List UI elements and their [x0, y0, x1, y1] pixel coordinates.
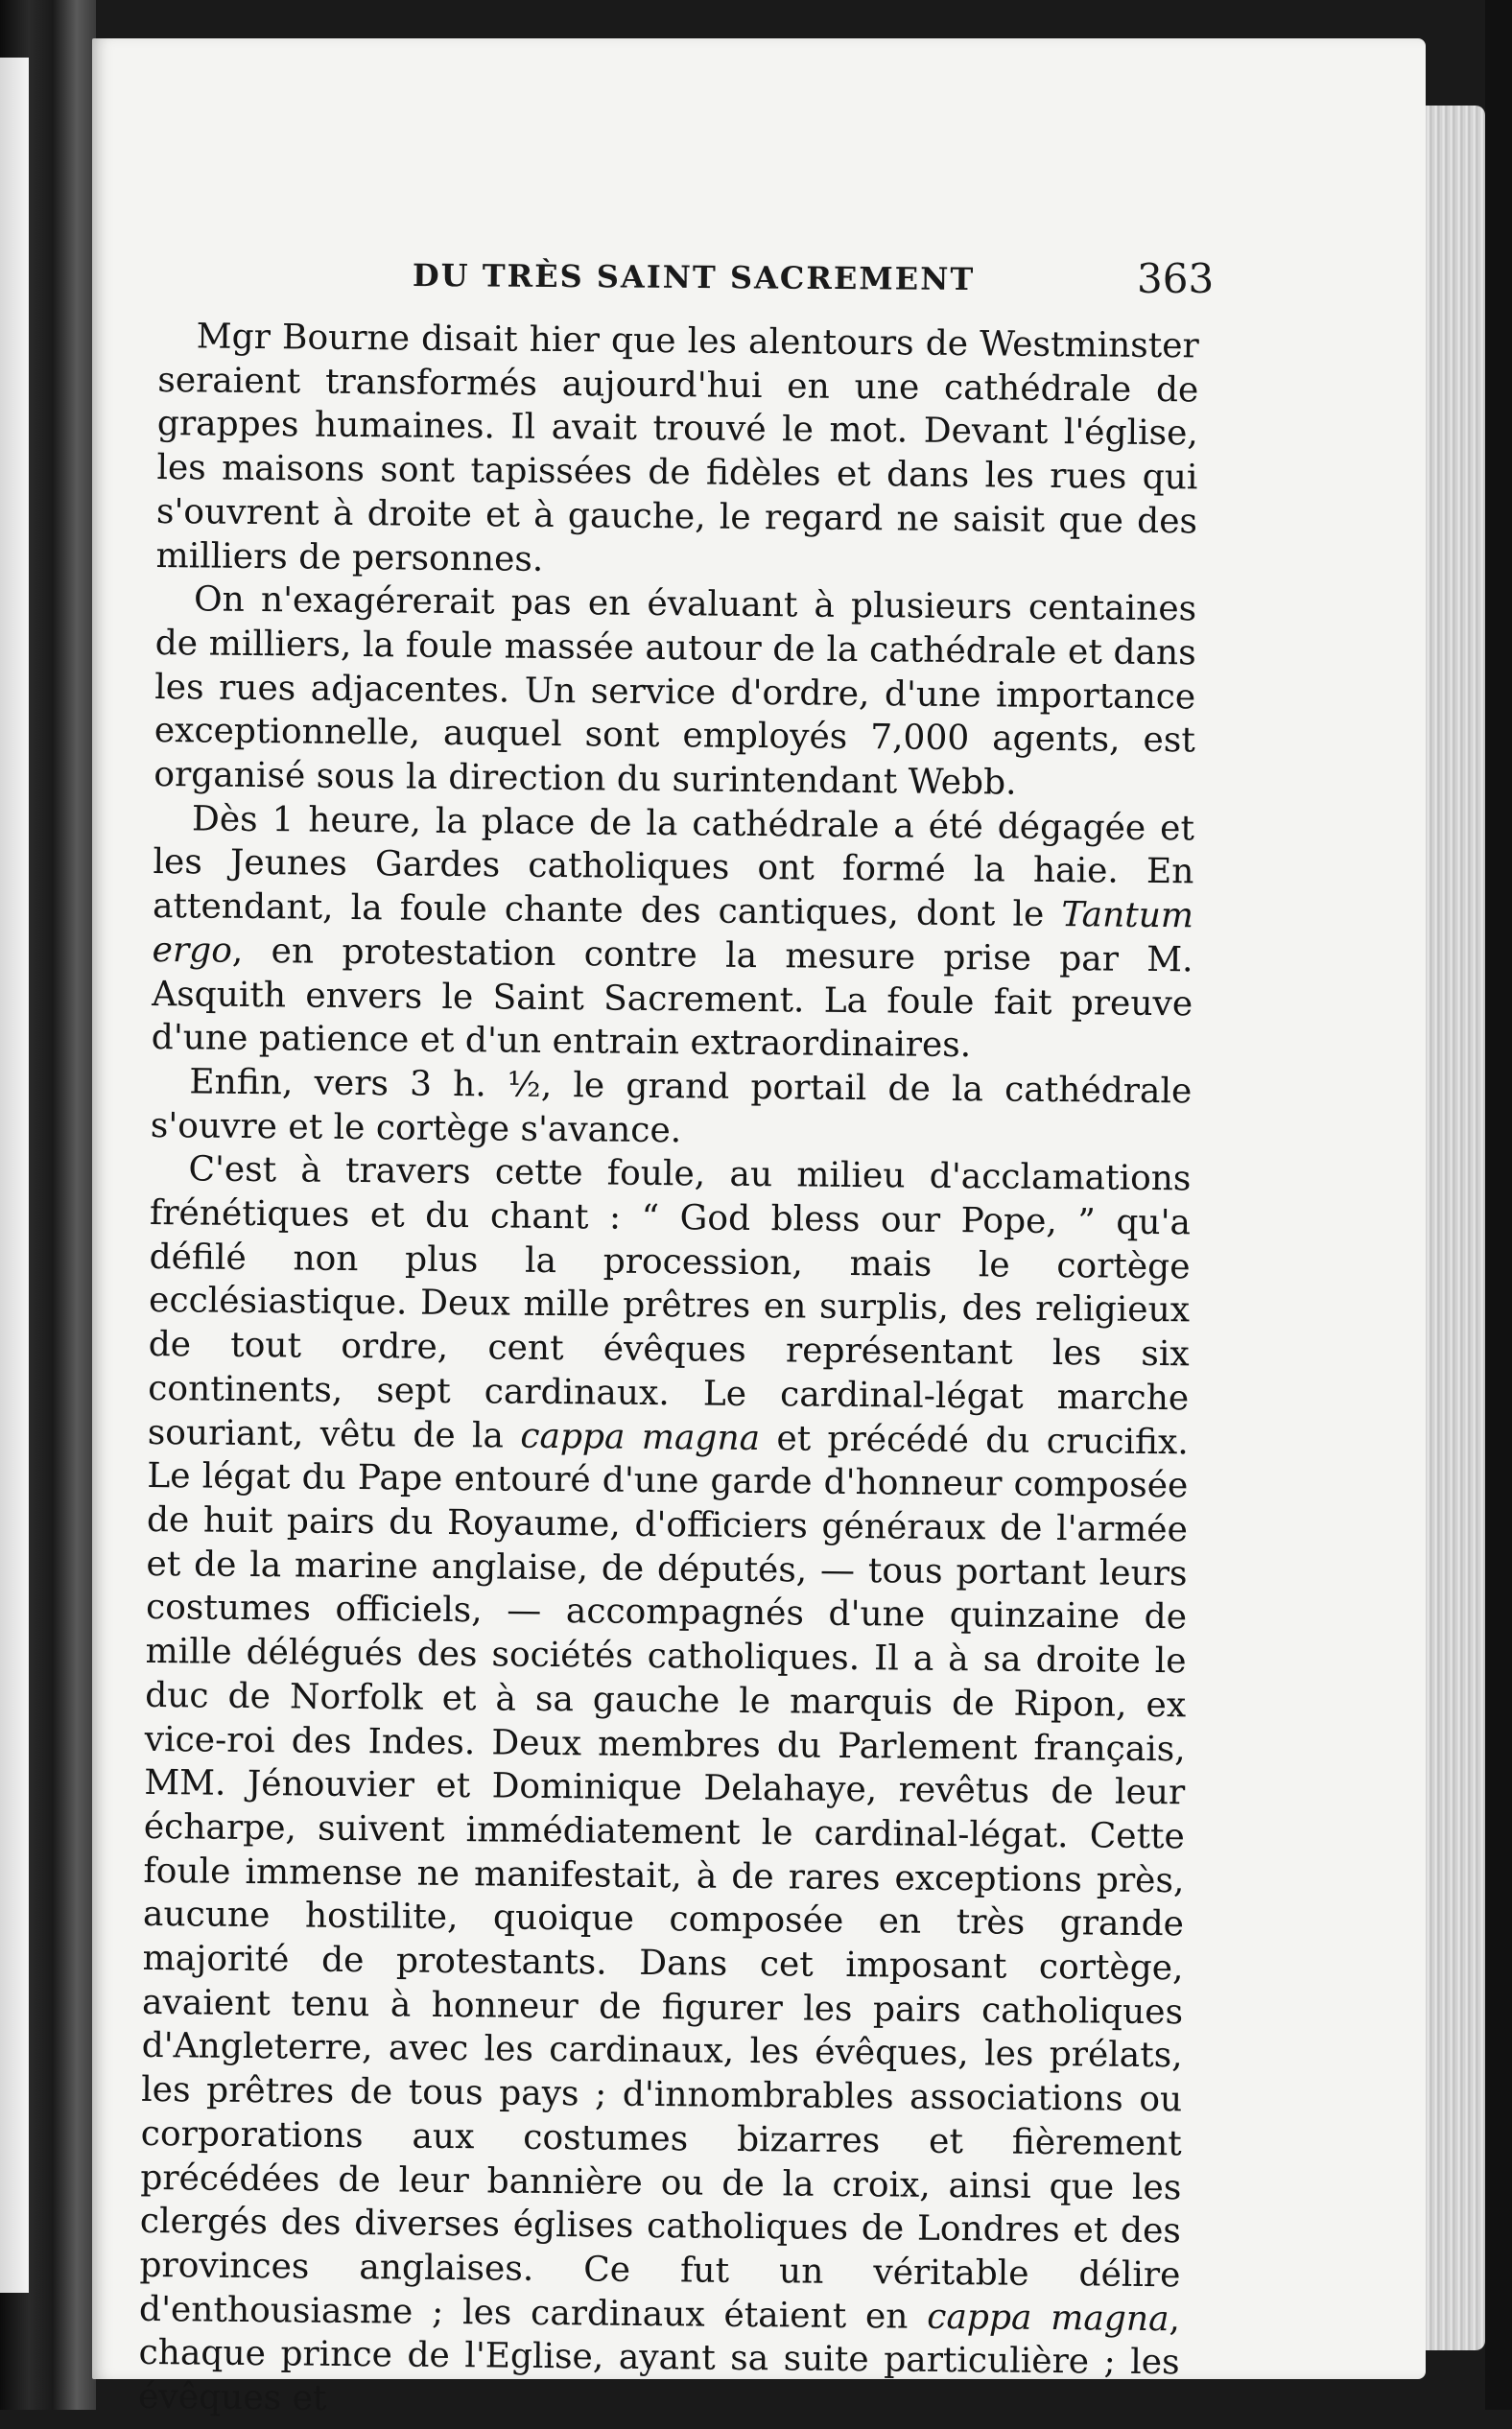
body-text [138, 315, 1199, 2429]
page-edges [1426, 106, 1485, 2350]
italic-text: cappa magna [520, 1416, 761, 1458]
paragraph-text: C'est à travers cette foule, au milieu d'acclamations frénétiques et du chant : “ God bless our Pope, ” qu'a défilé non plus la procession, mais le cortège ecclésiastique. Deux mille prêtres en surplis, des religieux de tout ordre, cent évêques représentant les six continents, sept cardinaux. Le cardinal-légat marche souriant, vêtu de la [147, 1149, 1192, 1456]
paragraph [154, 578, 1196, 807]
paragraph-text: Dès 1 heure, la place de la cathédrale a été dégagée et les Jeunes Gardes catholiques ont formé la haie. En attendant, la foule chante des cantiques, dont le [152, 799, 1195, 935]
paragraph-text: , en protestation contre la mesure prise par M. Asquith envers le Saint Sacrement. La foule fait preuve d'une patience et d'un entrain extraordinaires. [151, 931, 1193, 1066]
paragraph [155, 315, 1199, 588]
page-number: 363 [1137, 255, 1215, 302]
paragraph [152, 797, 1195, 1071]
paragraph-text: Enfin, vers 3 h. ½, le grand portail de la cathédrale s'ouvre et le cortège s'avance. [150, 1062, 1193, 1150]
italic-text: Tantum ergo [152, 895, 1194, 971]
paragraph [138, 1147, 1192, 2429]
paragraph [151, 1060, 1193, 1158]
running-head: DU TRÈS SAINT SACREMENT [412, 256, 976, 298]
italic-text: cappa magna [927, 2297, 1169, 2339]
paragraph-text: et précédé du crucifix. Le légat du Pape entouré d'une garde d'honneur composée de huit pairs du Royaume, d'officiers généraux de l'armée et de la marine anglaise, de députés, — tous portant leurs costumes officiels, — accompagnés d'une quinzaine de mille délégués des sociétés catholiques. Il a à sa droite le duc de Norfolk et à sa gauche le marquis de Ripon, ex vice-roi des Indes. Deux membres du Parlement français, MM. Jénouvier et Dominique Delahaye, revêtus de leur écharpe, suivent immédiatement le cardinal-légat. Cette foule immense ne manifestait, à de rares exceptions près, aucune hostilite, quoique composée en très grande majorité de protestants. Dans cet imposant cortège, avaient tenu à honneur de figurer les pairs catholiques d'Angleterre, avec les cardinaux, les évêques, les prélats, les prêtres de tous pays ; d'innombrables associations ou corporations aux costumes bizarres et fièrement précédées de leur bannière ou de la croix, ainsi que les clergés des diverses églises catholiques de Londres et des provinces anglaises. Ce fut un véritable délire d'enthousiasme ; les cardinaux étaient en [138, 1418, 1189, 2337]
paragraph-text: On n'exagérerait pas en évaluant à plusieurs centaines de milliers, la foule massée autour de la cathédrale et dans les rues adjacentes. Un service d'ordre, d'une importance exceptionnelle, auquel sont employés 7,000 agents, est organisé sous la direction du surintendant Webb. [154, 579, 1197, 803]
background-right [1485, 0, 1512, 2410]
paragraph-text: , chaque prince de l'Eglise, ayant sa suite particulière ; les évêques et [137, 2299, 1181, 2418]
facing-page-edge [0, 58, 29, 2293]
paragraph-text: Mgr Bourne disait hier que les alentours de Westminster seraient transformés aujourd'hui en une cathédrale de grappes humaines. Il avait trouvé le mot. Devant l'église, les maisons sont tapissées de fidèles et dans les rues qui s'ouvrent à droite et à gauche, le regard ne saisit que des milliers de personnes. [155, 317, 1199, 579]
